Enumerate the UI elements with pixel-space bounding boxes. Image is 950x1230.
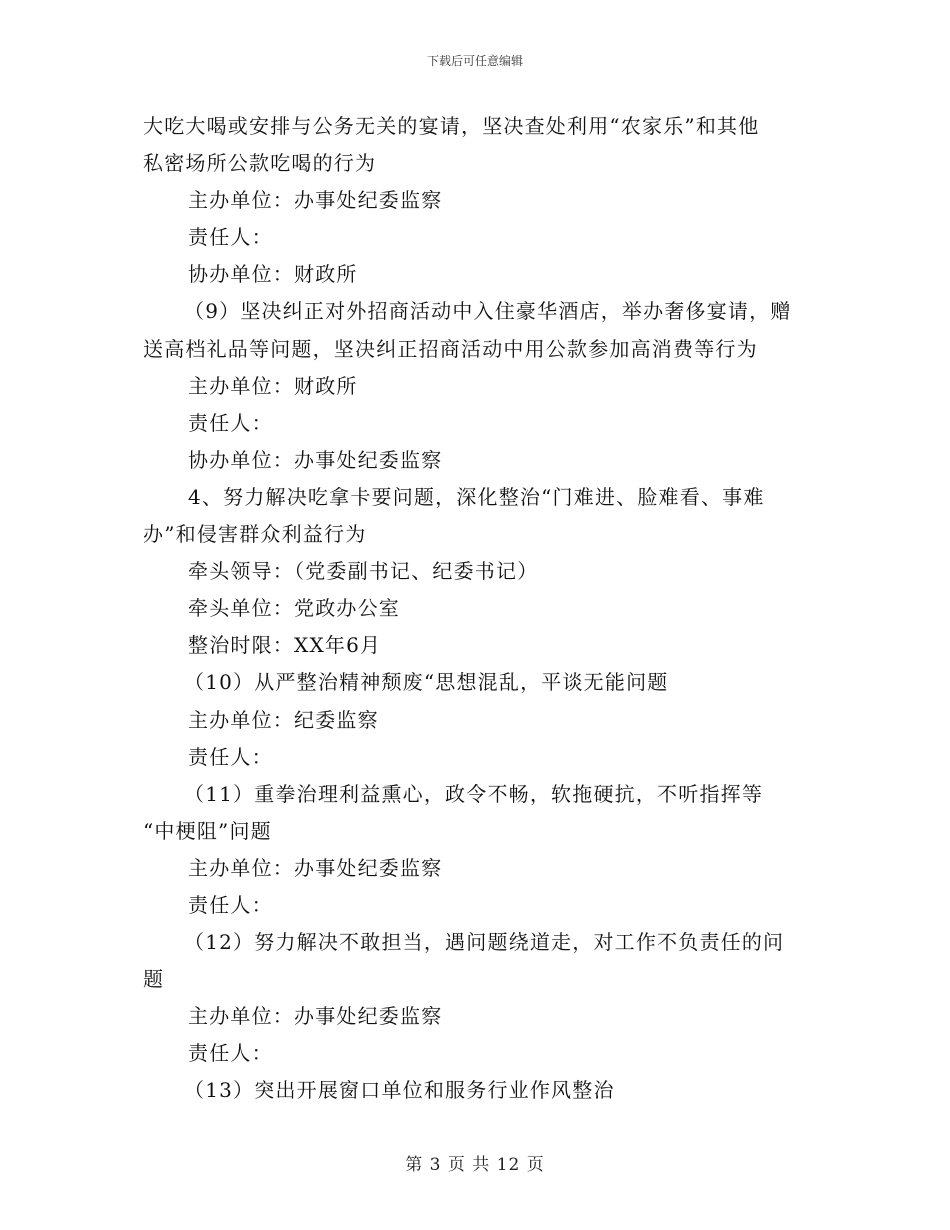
item-11-line: （11）重拳治理利益熏心，政令不畅，软拖硬抗，不听指挥等	[184, 781, 764, 806]
assist-unit-line: 协办单位：财政所	[188, 262, 358, 287]
host-unit-line: 主办单位：纪委监察	[188, 707, 379, 732]
paragraph-line: 题	[143, 967, 165, 992]
paragraph-line: “中梗阻”问题	[143, 818, 272, 843]
host-unit-line: 主办单位：办事处纪委监察	[188, 1004, 443, 1029]
host-unit-line: 主办单位：财政所	[188, 373, 358, 398]
responsible-person-line: 责任人：	[188, 1041, 273, 1066]
section-4-heading: 4、努力解决吃拿卡要问题，深化整治“门难进、脸难看、事难	[188, 484, 765, 509]
paragraph-line: 大吃大喝或安排与公务无关的宴请，坚决查处利用“农家乐”和其他	[143, 114, 760, 138]
paragraph-line: 办”和侵害群众利益行为	[143, 522, 367, 547]
paragraph-line: 私密场所公款吃喝的行为	[143, 151, 377, 176]
responsible-person-line: 责任人：	[188, 225, 273, 250]
item-12-line: （12）努力解决不敢担当，遇问题绕道走，对工作不负责任的问	[184, 930, 785, 955]
deadline-line: 整治时限：XX年6月	[188, 633, 382, 658]
lead-leader-line: 牵头领导：（党委副书记、纪委书记）	[188, 559, 539, 584]
page-number: 第 3 页 共 12 页	[405, 1155, 545, 1175]
item-9-line: （9）坚决纠正对外招商活动中入住豪华酒店，举办奢侈宴请，赠	[184, 299, 792, 324]
host-unit-line: 主办单位：办事处纪委监察	[188, 188, 443, 213]
paragraph-line: 送高档礼品等问题，坚决纠正招商活动中用公款参加高消费等行为	[143, 336, 758, 361]
item-10-line: （10）从严整治精神颓废“思想混乱，平谈无能问题	[184, 670, 669, 695]
responsible-person-line: 责任人：	[188, 410, 273, 435]
document-body	[143, 108, 808, 1110]
responsible-person-line: 责任人：	[188, 892, 273, 917]
assist-unit-line: 协办单位：办事处纪委监察	[188, 447, 443, 472]
responsible-person-line: 责任人：	[188, 744, 273, 769]
page-header: 下载后可任意编辑	[426, 54, 523, 68]
lead-unit-line: 牵头单位：党政办公室	[188, 596, 400, 621]
item-13-line: （13）突出开展窗口单位和服务行业作风整治	[184, 1078, 615, 1103]
host-unit-line: 主办单位：办事处纪委监察	[188, 855, 443, 880]
